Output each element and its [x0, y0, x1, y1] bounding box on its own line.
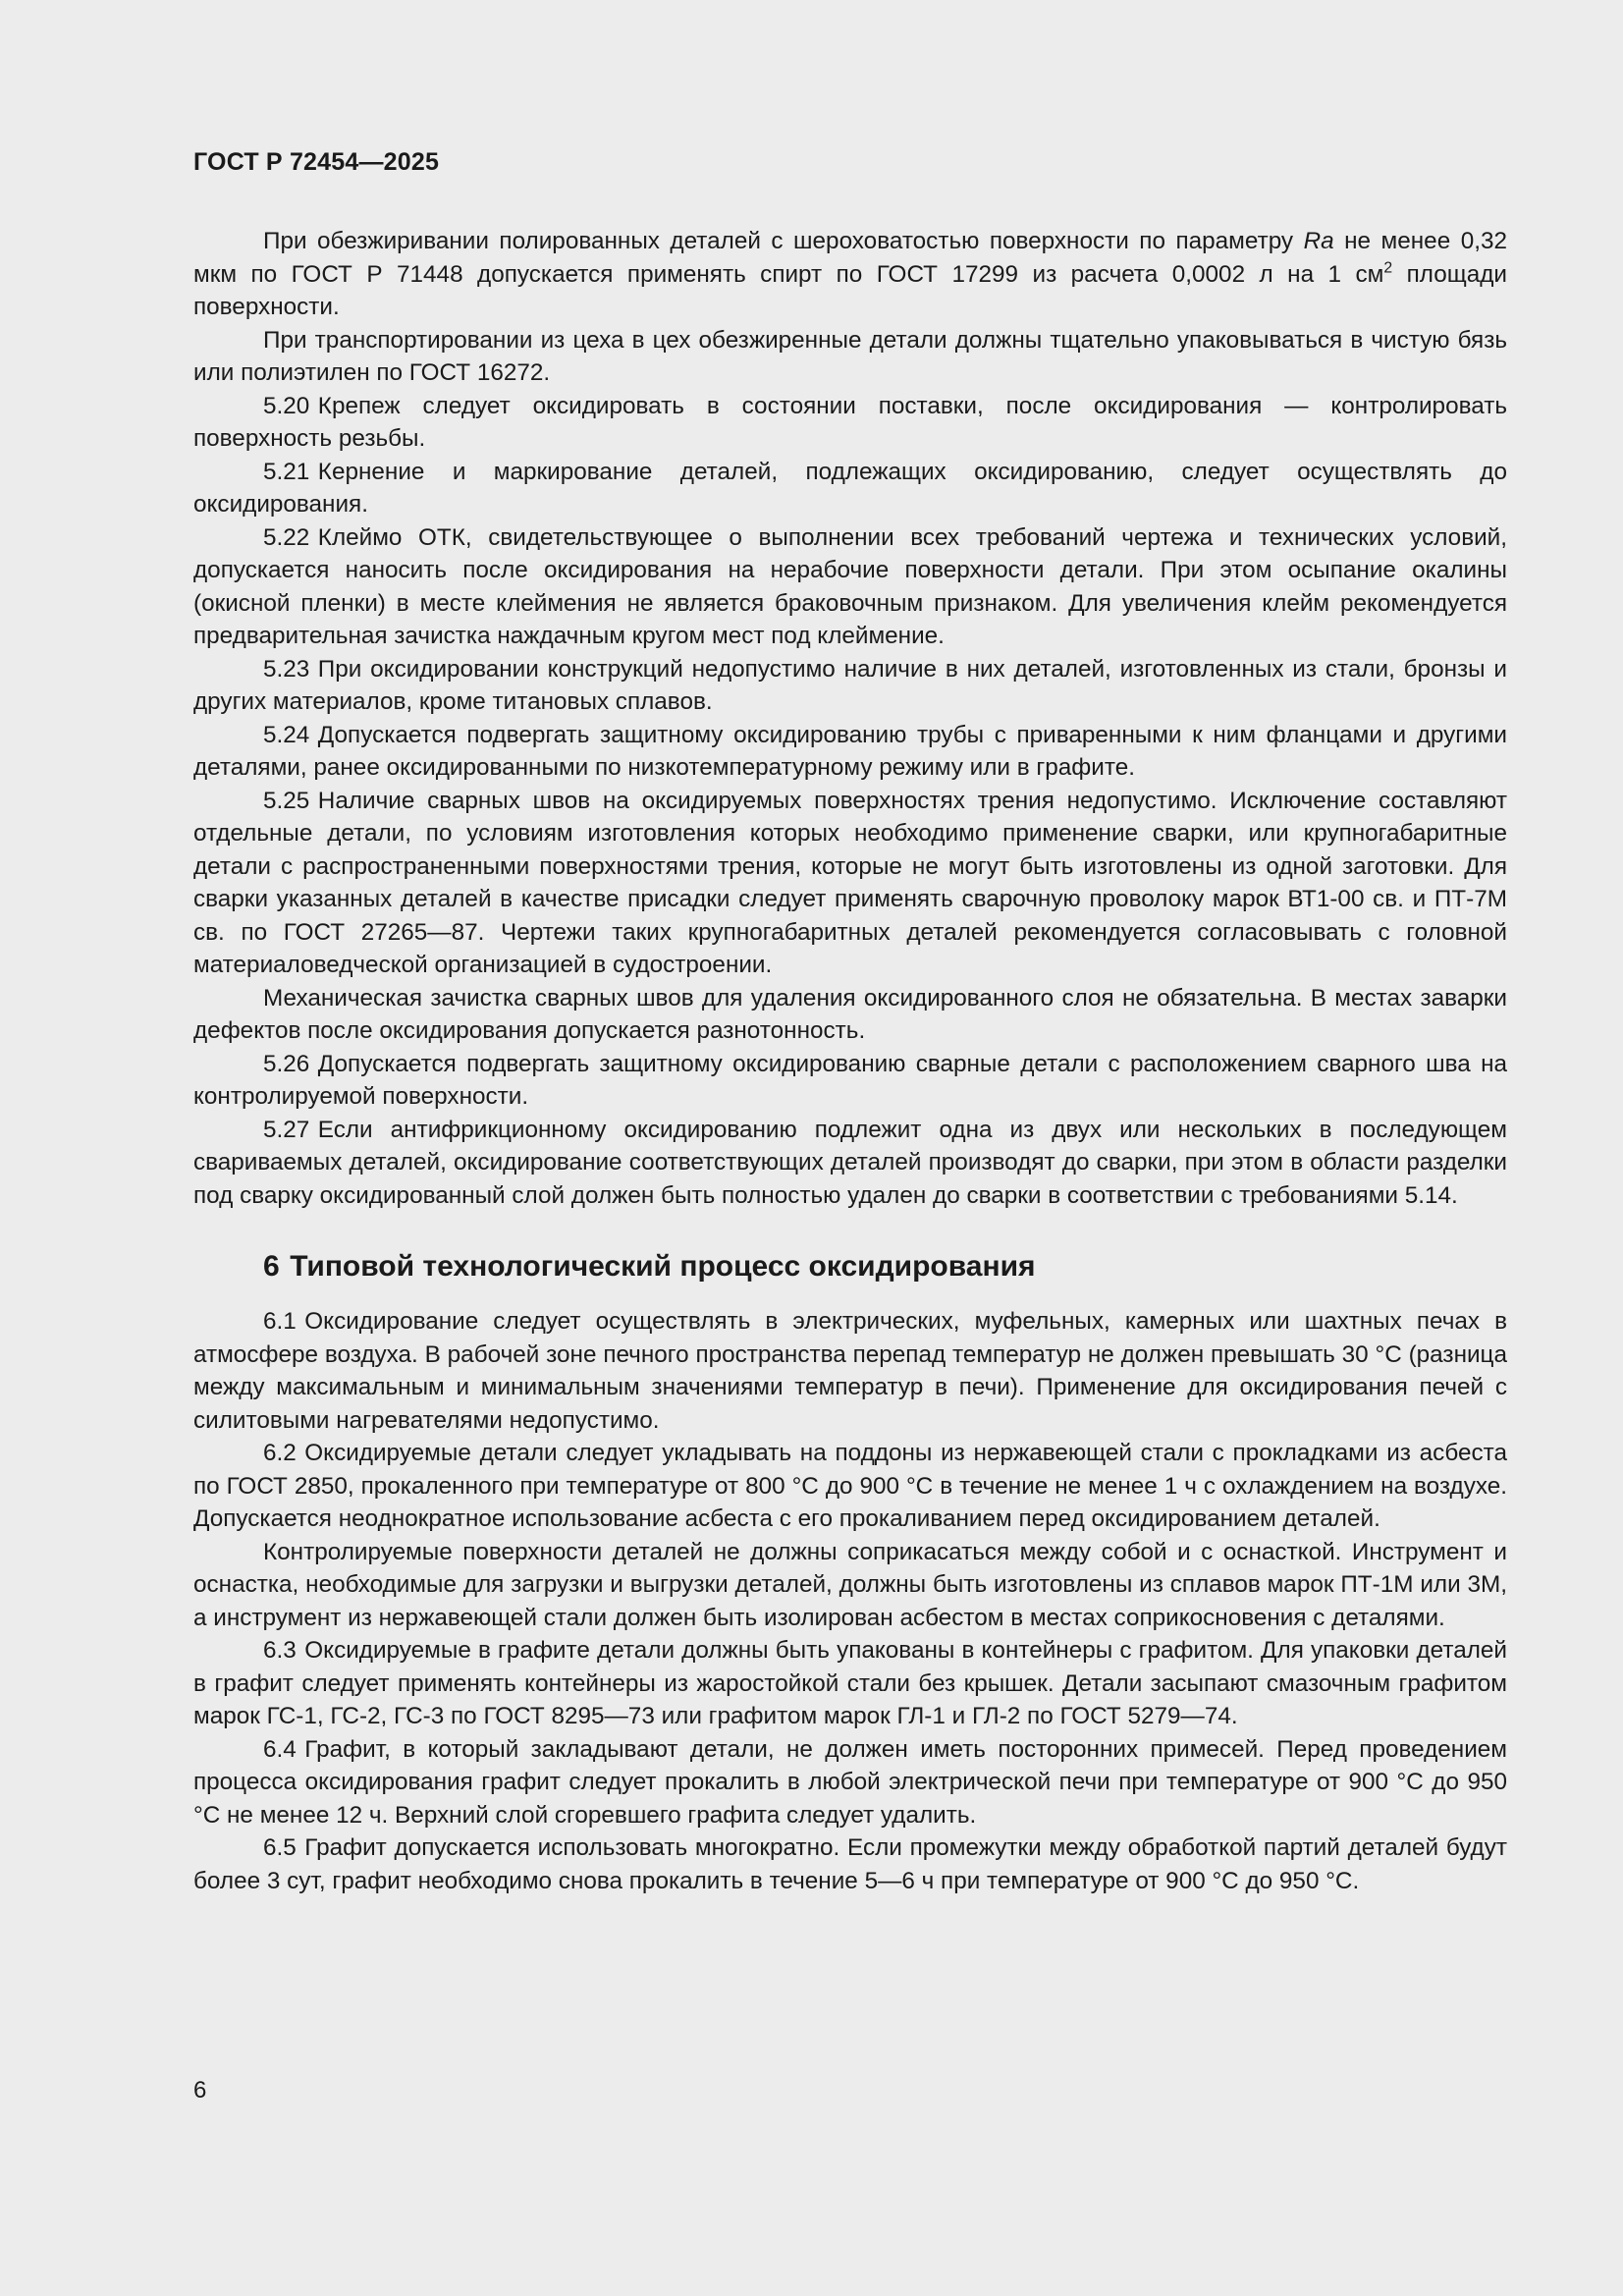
clause-text: Графит допускается использовать многократно. Если промежутки между обработкой партий деталей будут более 3 сут, графит необходимо снова прокалить в течение 5—6 ч при температуре от 900 °С до 950 °С.	[193, 1834, 1507, 1894]
clause-5-23	[193, 653, 1507, 719]
clause-5-24	[193, 719, 1507, 785]
clause-number: 5.27	[263, 1116, 310, 1143]
paragraph-weld-cleaning: Механическая зачистка сварных швов для удаления оксидированного слоя не обязательна. В местах заварки дефектов после оксидирования допускается разнотонность.	[193, 984, 1507, 1044]
clause-6-2	[193, 1437, 1507, 1536]
clause-text: Если антифрикционному оксидированию подлежит одна из двух или нескольких в последующем свариваемых деталей, оксидирование соответствующих деталей производят до сварки, при этом в области разделки под сварку оксидированный слой должен быть полностью удален до сварки в соответствии с требованиями 5.14.	[193, 1116, 1507, 1209]
clause-5-27	[193, 1114, 1507, 1213]
paragraph-degreasing-polished: При обезжиривании полированных деталей с шероховатостью поверхности по параметру Ra не менее 0,32 мкм по ГОСТ Р 71448 допускается применять спирт по ГОСТ 17299 из расчета 0,0002 л на 1 $см^2$ площади поверхности.	[193, 228, 1508, 320]
clause-number: 6.4	[263, 1735, 297, 1763]
page-number: 6	[193, 2077, 207, 2104]
clause-text: Графит, в который закладывают детали, не должен иметь посторонних примесей. Перед проведением процесса оксидирования графит следует прокалить в любой электрической печи при температуре от 900 °С до 950 °С не менее 12 ч. Верхний слой сгоревшего графита следует удалить.	[193, 1735, 1507, 1829]
clause-number: 6.1	[263, 1308, 297, 1335]
clause-number: 6.5	[263, 1834, 297, 1861]
clause-5-25	[193, 785, 1507, 982]
clause-text: Наличие сварных швов на оксидируемых поверхностях трения недопустимо. Исключение составляют отдельные детали, по условиям изготовления которых необходимо применение сварки, или крупногабаритные детали с распространенными поверхностями трения, которые не могут быть изготовлены из одной заготовки. Для сварки указанных деталей в качестве присадки следует применять сварочную проволоку марок ВТ1-00 св. и ПТ-7М св. по ГОСТ 27265—87. Чертежи таких крупногабаритных деталей рекомендуется согласовывать с головной материаловедческой организацией в судостроении.	[193, 787, 1507, 978]
clause-5-20	[193, 390, 1507, 456]
clause-6-3	[193, 1634, 1507, 1733]
clause-text: Допускается подвергать защитному оксидированию сварные детали с расположением сварного шва на контролируемой поверхности.	[193, 1050, 1507, 1110]
clause-number: 6.2	[263, 1440, 297, 1466]
clause-5-21	[193, 456, 1507, 521]
document-header: ГОСТ Р 72454—2025	[193, 148, 440, 176]
clause-text: Крепеж следует оксидировать в состоянии поставки, после оксидирования — контролировать поверхность резьбы.	[193, 392, 1507, 452]
clause-number: 5.22	[263, 523, 310, 551]
clause-text: Оксидирование следует осуществлять в электрических, муфельных, камерных или шахтных печах в атмосфере воздуха. В рабочей зоне печного пространства перепад температур не должен превышать 30 °С (разница между максимальным и минимальным значениями температур в печи). Применение для оксидирования печей с силитовыми нагревателями недопустимо.	[193, 1308, 1507, 1434]
paragraph-transportation: При транспортировании из цеха в цех обезжиренные детали должны тщательно упаковываться в чистую бязь или полиэтилен по ГОСТ 16272.	[193, 326, 1507, 386]
clause-number: 5.25	[263, 787, 310, 814]
clause-6-5	[193, 1831, 1507, 1897]
paragraph-contact-surfaces: Контролируемые поверхности деталей не должны соприкасаться между собой и с оснасткой. Инструмент и оснастка, необходимые для загрузки и выгрузки деталей, должны быть изготовлены из сплавов марок ПТ-1М или 3М, а инструмент из нержавеющей стали должен быть изолирован асбестом в местах соприкосновения с деталями.	[193, 1538, 1507, 1631]
section-number: 6	[263, 1250, 280, 1283]
clause-text: Оксидируемые в графите детали должны быть упакованы в контейнеры с графитом. Для упаковки деталей в графит следует применять контейнеры из жаростойкой стали без крышек. Детали засыпают смазочным графитом марок ГС-1, ГС-2, ГС-3 по ГОСТ 8295—73 или графитом марок ГЛ-1 и ГЛ-2 по ГОСТ 5279—74.	[193, 1637, 1507, 1729]
clause-text: Кернение и маркирование деталей, подлежащих оксидированию, следует осуществлять до оксидирования.	[193, 458, 1507, 518]
clause-6-1	[193, 1305, 1507, 1437]
clause-5-22	[193, 521, 1507, 653]
clause-number: 5.24	[263, 721, 310, 748]
clause-number: 5.21	[263, 458, 310, 485]
section-6-heading	[193, 1212, 1507, 1305]
clause-5-26	[193, 1048, 1507, 1114]
clause-number: 5.20	[263, 392, 310, 419]
clause-number: 5.26	[263, 1050, 310, 1077]
clause-text: При оксидировании конструкций недопустимо наличие в них деталей, изготовленных из стали, бронзы и других материалов, кроме титановых сплавов.	[193, 655, 1507, 715]
clause-text: Оксидируемые детали следует укладывать на поддоны из нержавеющей стали с прокладками из асбеста по ГОСТ 2850, прокаленного при температуре от 800 °С до 900 °С в течение не менее 1 ч с охлаждением на воздухе. Допускается неоднократное использование асбеста с его прокаливанием перед оксидированием деталей.	[193, 1440, 1507, 1532]
document-body	[193, 225, 1507, 1897]
clause-6-4	[193, 1733, 1507, 1832]
clause-text: Клеймо ОТК, свидетельствующее о выполнении всех требований чертежа и технических условий, допускается наносить после оксидирования на нерабочие поверхности детали. При этом осыпание окалины (окисной пленки) в месте клеймения не является браковочным признаком. Для увеличения клейм рекомендуется предварительная зачистка наждачным кругом мест под клеймение.	[193, 523, 1507, 649]
clause-number: 6.3	[263, 1637, 297, 1664]
roughness-parameter: Ra	[1303, 228, 1334, 254]
section-title: Типовой технологический процесс оксидирования	[290, 1250, 1036, 1283]
clause-text: Допускается подвергать защитному оксидированию трубы с приваренными к ним фланцами и другими деталями, ранее оксидированными по низкотемпературному режиму или в графите.	[193, 721, 1507, 781]
clause-number: 5.23	[263, 655, 310, 683]
superscript: 2	[1383, 259, 1393, 277]
